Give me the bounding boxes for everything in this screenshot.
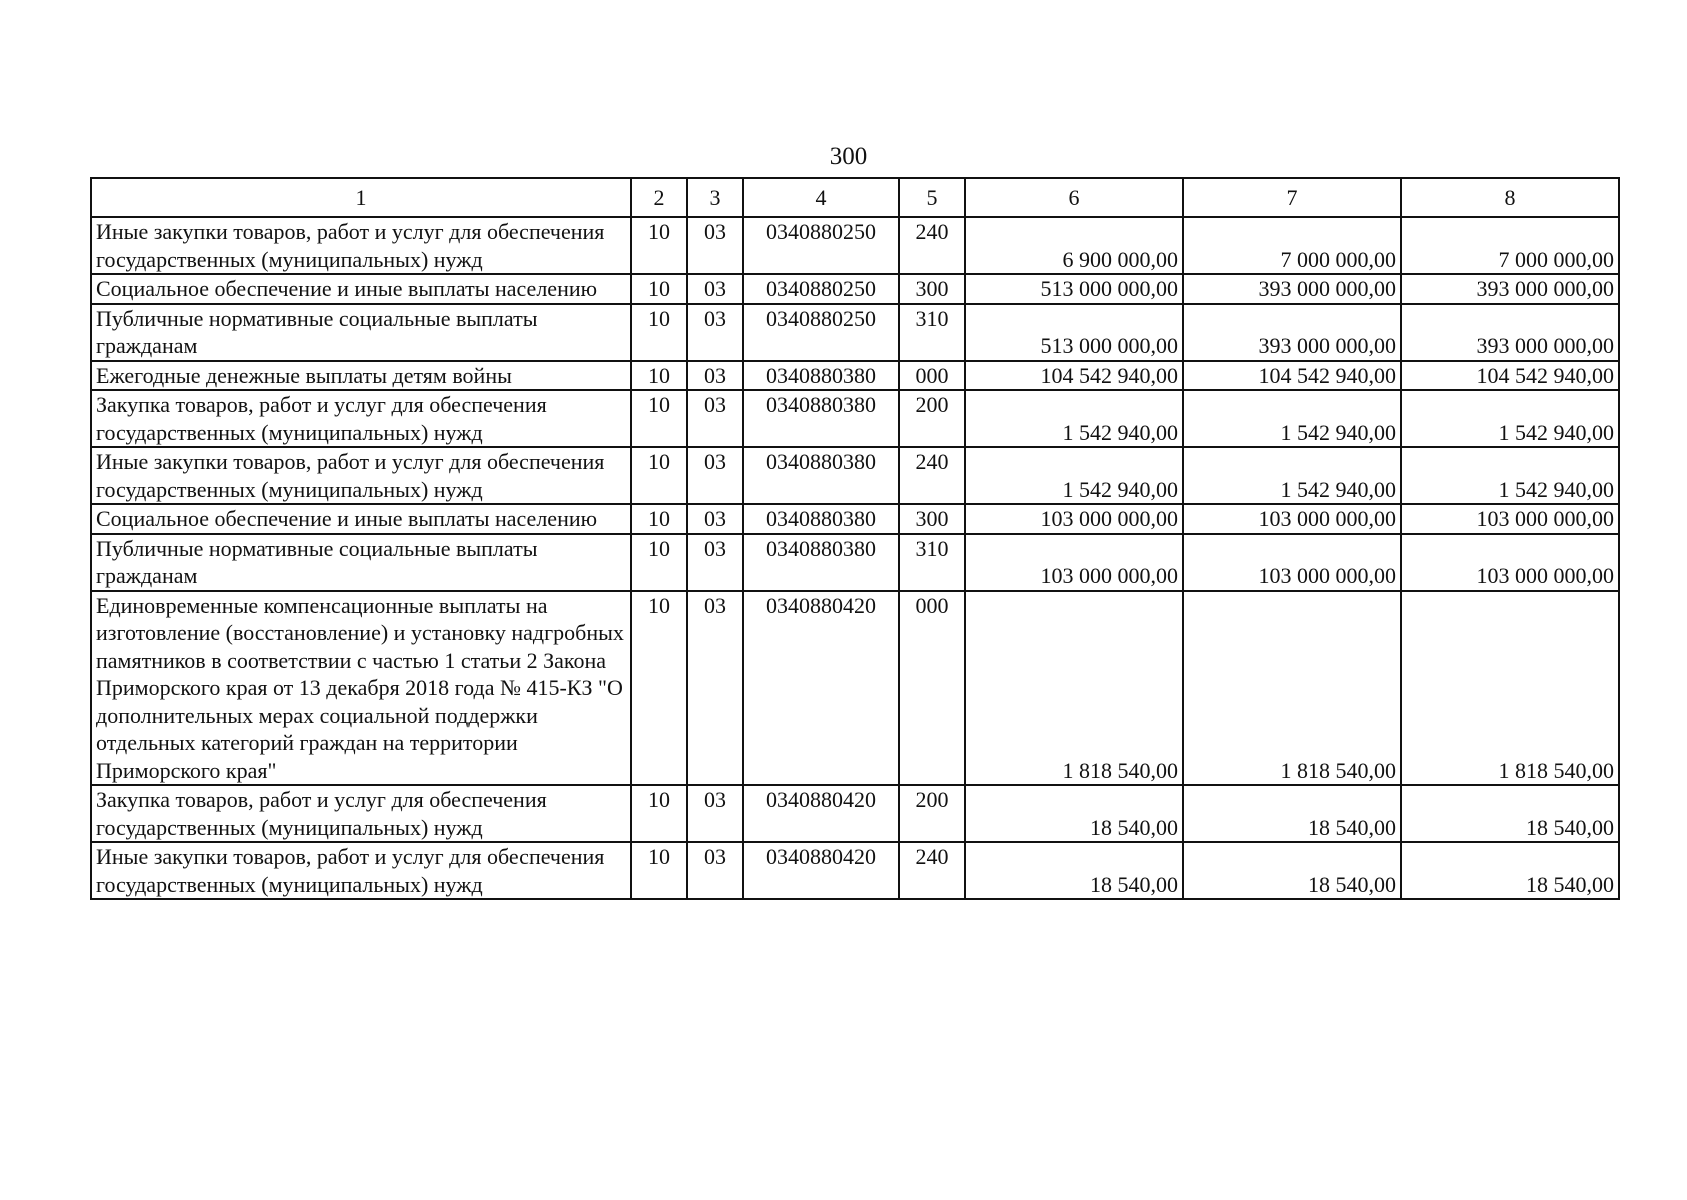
section-code-cell: 10 <box>631 304 687 361</box>
column-header-8: 8 <box>1401 178 1619 217</box>
target-article-code-cell: 0340880250 <box>743 217 899 274</box>
target-article-code-cell: 0340880420 <box>743 591 899 786</box>
section-code-cell: 10 <box>631 361 687 391</box>
section-code-cell: 10 <box>631 447 687 504</box>
section-code-cell: 10 <box>631 785 687 842</box>
amount-col7-cell: 1 818 540,00 <box>1183 591 1401 786</box>
section-code-cell: 10 <box>631 390 687 447</box>
amount-col6-cell: 513 000 000,00 <box>965 304 1183 361</box>
subsection-code-cell: 03 <box>687 304 743 361</box>
expense-type-code-cell: 000 <box>899 591 965 786</box>
amount-col6-cell: 103 000 000,00 <box>965 534 1183 591</box>
amount-col8-cell: 103 000 000,00 <box>1401 534 1619 591</box>
section-code-cell: 10 <box>631 842 687 899</box>
table-body <box>91 217 1619 899</box>
table-row <box>91 274 1619 304</box>
row-name-cell: Публичные нормативные социальные выплаты гражданам <box>91 534 631 591</box>
row-name-cell: Ежегодные денежные выплаты детям войны <box>91 361 631 391</box>
section-code-cell: 10 <box>631 217 687 274</box>
table-row <box>91 217 1619 274</box>
amount-col7-cell: 393 000 000,00 <box>1183 304 1401 361</box>
table-row <box>91 304 1619 361</box>
amount-col6-cell: 513 000 000,00 <box>965 274 1183 304</box>
budget-table <box>90 177 1620 900</box>
section-code-cell: 10 <box>631 504 687 534</box>
target-article-code-cell: 0340880250 <box>743 304 899 361</box>
column-header-1: 1 <box>91 178 631 217</box>
subsection-code-cell: 03 <box>687 361 743 391</box>
expense-type-code-cell: 240 <box>899 842 965 899</box>
row-name-cell: Закупка товаров, работ и услуг для обеспечения государственных (муниципальных) нужд <box>91 785 631 842</box>
target-article-code-cell: 0340880420 <box>743 842 899 899</box>
row-name-cell: Иные закупки товаров, работ и услуг для обеспечения государственных (муниципальных) нужд <box>91 217 631 274</box>
column-header-6: 6 <box>965 178 1183 217</box>
expense-type-code-cell: 310 <box>899 534 965 591</box>
column-header-2: 2 <box>631 178 687 217</box>
expense-type-code-cell: 200 <box>899 785 965 842</box>
expense-type-code-cell: 300 <box>899 504 965 534</box>
subsection-code-cell: 03 <box>687 217 743 274</box>
amount-col7-cell: 104 542 940,00 <box>1183 361 1401 391</box>
subsection-code-cell: 03 <box>687 591 743 786</box>
amount-col6-cell: 1 542 940,00 <box>965 390 1183 447</box>
subsection-code-cell: 03 <box>687 842 743 899</box>
target-article-code-cell: 0340880380 <box>743 361 899 391</box>
table-row <box>91 504 1619 534</box>
subsection-code-cell: 03 <box>687 390 743 447</box>
section-code-cell: 10 <box>631 274 687 304</box>
table-row <box>91 361 1619 391</box>
amount-col6-cell: 1 542 940,00 <box>965 447 1183 504</box>
amount-col6-cell: 103 000 000,00 <box>965 504 1183 534</box>
amount-col7-cell: 1 542 940,00 <box>1183 390 1401 447</box>
amount-col8-cell: 103 000 000,00 <box>1401 504 1619 534</box>
amount-col7-cell: 103 000 000,00 <box>1183 534 1401 591</box>
amount-col7-cell: 103 000 000,00 <box>1183 504 1401 534</box>
column-header-4: 4 <box>743 178 899 217</box>
table-row <box>91 534 1619 591</box>
amount-col6-cell: 18 540,00 <box>965 785 1183 842</box>
subsection-code-cell: 03 <box>687 447 743 504</box>
amount-col7-cell: 393 000 000,00 <box>1183 274 1401 304</box>
amount-col6-cell: 104 542 940,00 <box>965 361 1183 391</box>
target-article-code-cell: 0340880380 <box>743 447 899 504</box>
amount-col6-cell: 18 540,00 <box>965 842 1183 899</box>
amount-col8-cell: 1 818 540,00 <box>1401 591 1619 786</box>
amount-col8-cell: 18 540,00 <box>1401 842 1619 899</box>
amount-col6-cell: 1 818 540,00 <box>965 591 1183 786</box>
expense-type-code-cell: 240 <box>899 447 965 504</box>
subsection-code-cell: 03 <box>687 534 743 591</box>
amount-col8-cell: 104 542 940,00 <box>1401 361 1619 391</box>
page-number: 300 <box>829 143 868 170</box>
table-row <box>91 785 1619 842</box>
column-header-5: 5 <box>899 178 965 217</box>
row-name-cell: Публичные нормативные социальные выплаты гражданам <box>91 304 631 361</box>
amount-col7-cell: 18 540,00 <box>1183 785 1401 842</box>
amount-col8-cell: 1 542 940,00 <box>1401 390 1619 447</box>
expense-type-code-cell: 240 <box>899 217 965 274</box>
target-article-code-cell: 0340880420 <box>743 785 899 842</box>
expense-type-code-cell: 310 <box>899 304 965 361</box>
row-name-cell: Иные закупки товаров, работ и услуг для обеспечения государственных (муниципальных) нужд <box>91 842 631 899</box>
target-article-code-cell: 0340880380 <box>743 504 899 534</box>
amount-col8-cell: 7 000 000,00 <box>1401 217 1619 274</box>
target-article-code-cell: 0340880380 <box>743 390 899 447</box>
target-article-code-cell: 0340880250 <box>743 274 899 304</box>
expense-type-code-cell: 200 <box>899 390 965 447</box>
row-name-cell: Единовременные компенсационные выплаты на изготовление (восстановление) и установку надгробных памятников в соответствии с частью 1 статьи 2 Закона Приморского края от 13 декабря 2018 года № 415-КЗ "О дополнительных мерах социальной поддержки отдельных категорий граждан на территории Приморского края" <box>91 591 631 786</box>
section-code-cell: 10 <box>631 534 687 591</box>
expense-type-code-cell: 300 <box>899 274 965 304</box>
amount-col8-cell: 393 000 000,00 <box>1401 274 1619 304</box>
section-code-cell: 10 <box>631 591 687 786</box>
row-name-cell: Закупка товаров, работ и услуг для обеспечения государственных (муниципальных) нужд <box>91 390 631 447</box>
table-row <box>91 842 1619 899</box>
row-name-cell: Социальное обеспечение и иные выплаты населению <box>91 504 631 534</box>
target-article-code-cell: 0340880380 <box>743 534 899 591</box>
subsection-code-cell: 03 <box>687 274 743 304</box>
subsection-code-cell: 03 <box>687 504 743 534</box>
subsection-code-cell: 03 <box>687 785 743 842</box>
amount-col7-cell: 1 542 940,00 <box>1183 447 1401 504</box>
column-header-7: 7 <box>1183 178 1401 217</box>
expense-type-code-cell: 000 <box>899 361 965 391</box>
amount-col8-cell: 393 000 000,00 <box>1401 304 1619 361</box>
table-row <box>91 591 1619 786</box>
amount-col6-cell: 6 900 000,00 <box>965 217 1183 274</box>
table-row <box>91 447 1619 504</box>
row-name-cell: Иные закупки товаров, работ и услуг для обеспечения государственных (муниципальных) нужд <box>91 447 631 504</box>
amount-col8-cell: 1 542 940,00 <box>1401 447 1619 504</box>
amount-col8-cell: 18 540,00 <box>1401 785 1619 842</box>
table-header-row <box>91 178 1619 217</box>
table-row <box>91 390 1619 447</box>
amount-col7-cell: 18 540,00 <box>1183 842 1401 899</box>
row-name-cell: Социальное обеспечение и иные выплаты населению <box>91 274 631 304</box>
column-header-3: 3 <box>687 178 743 217</box>
amount-col7-cell: 7 000 000,00 <box>1183 217 1401 274</box>
